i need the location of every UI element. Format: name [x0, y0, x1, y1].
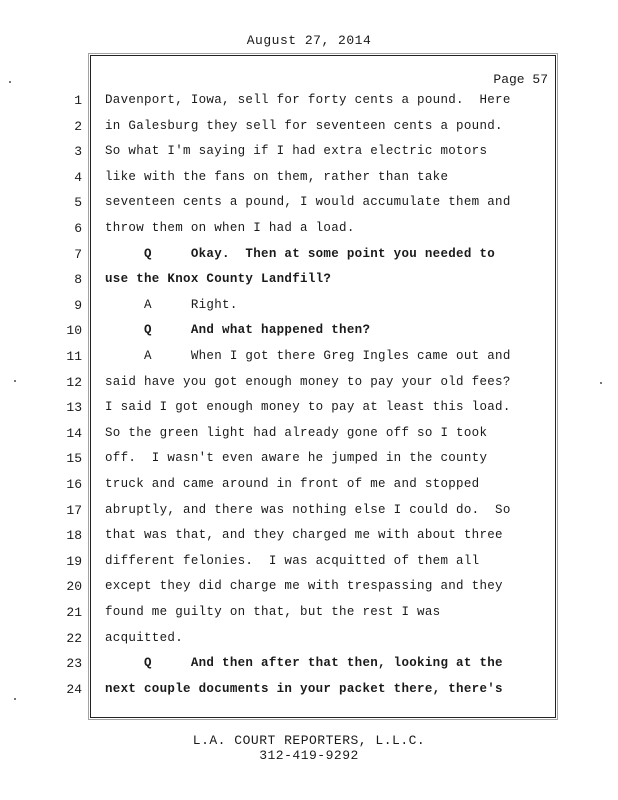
transcript-line: [0, 221, 618, 245]
line-text: seventeen cents a pound, I would accumulate them and: [105, 195, 511, 210]
line-number: 7: [74, 246, 82, 262]
scan-speck: [14, 698, 16, 700]
transcript-line: [0, 503, 618, 527]
line-text: next couple documents in your packet there, there's: [105, 681, 503, 696]
line-number: 12: [66, 374, 82, 390]
scan-speck: [600, 382, 602, 384]
line-number: 8: [74, 272, 82, 288]
transcript-line: [0, 579, 618, 603]
transcript-line: [0, 247, 618, 271]
line-text: Q And then after that then, looking at the: [105, 656, 503, 671]
transcript-line: [0, 682, 618, 706]
line-text: like with the fans on them, rather than take: [105, 169, 449, 184]
line-text: So the green light had already gone off so I took: [105, 425, 488, 440]
line-text: that was that, and they charged me with about three: [105, 528, 503, 543]
line-text: different felonies. I was acquitted of them all: [105, 553, 480, 568]
transcript-line: [0, 323, 618, 347]
scan-speck: [14, 380, 16, 382]
line-text: except they did charge me with trespassing and they: [105, 579, 503, 594]
line-number: 3: [74, 144, 82, 160]
line-number: 13: [66, 400, 82, 416]
line-number: 23: [66, 656, 82, 672]
footer-company: L.A. COURT REPORTERS, L.L.C.: [192, 733, 426, 748]
line-text: Q Okay. Then at some point you needed to: [105, 246, 496, 261]
transcript-line: [0, 400, 618, 424]
transcript-line: [0, 119, 618, 143]
line-number: 4: [74, 169, 82, 185]
line-text: off. I wasn't even aware he jumped in the county: [105, 451, 488, 466]
header-date: August 27, 2014: [246, 33, 372, 48]
footer-phone: 312-419-9292: [259, 748, 359, 763]
line-text: A When I got there Greg Ingles came out and: [105, 349, 511, 363]
scan-speck: [9, 81, 11, 83]
line-text: said have you got enough money to pay your old fees?: [105, 374, 511, 389]
footer: [0, 733, 618, 763]
line-text: throw them on when I had a load.: [105, 221, 355, 235]
transcript-line: [0, 631, 618, 655]
line-number: 6: [74, 221, 82, 236]
line-number: 14: [66, 425, 82, 441]
line-number: 17: [66, 502, 82, 518]
transcript-line: [0, 170, 618, 194]
line-text: truck and came around in front of me and stopped: [105, 477, 480, 491]
line-number: 10: [66, 323, 82, 339]
transcript-line: [0, 349, 618, 373]
line-text: abruptly, and there was nothing else I could do. So: [105, 502, 511, 517]
line-text: So what I'm saying if I had extra electric motors: [105, 144, 488, 159]
line-text: found me guilty on that, but the rest I was: [105, 605, 441, 619]
line-number: 16: [66, 477, 82, 492]
transcript-line: [0, 605, 618, 629]
line-text: Q And what happened then?: [105, 323, 371, 338]
line-number: 19: [66, 553, 82, 569]
line-number: 18: [66, 528, 82, 544]
page-number: Page 57: [493, 72, 548, 87]
transcript-line: [0, 144, 618, 168]
line-text: I said I got enough money to pay at least this load.: [105, 400, 511, 415]
line-text: acquitted.: [105, 630, 184, 645]
line-number: 2: [74, 118, 82, 134]
transcript-line: [0, 554, 618, 578]
line-text: in Galesburg they sell for seventeen cents a pound.: [105, 118, 503, 133]
transcript-line: [0, 272, 618, 296]
line-number: 5: [74, 195, 82, 211]
line-text: A Right.: [105, 297, 238, 312]
line-text: use the Knox County Landfill?: [105, 272, 332, 287]
transcript-line: [0, 298, 618, 322]
transcript-line: [0, 451, 618, 475]
transcript-line: [0, 195, 618, 219]
line-number: 11: [66, 349, 82, 364]
line-number: 15: [66, 451, 82, 467]
transcript-line: [0, 93, 618, 117]
line-number: 24: [66, 681, 82, 697]
transcript-line: [0, 426, 618, 450]
line-number: 22: [66, 630, 82, 646]
transcript-line: [0, 656, 618, 680]
line-text: Davenport, Iowa, sell for forty cents a pound. Here: [105, 93, 511, 107]
line-number: 21: [66, 605, 82, 620]
line-number: 1: [74, 93, 82, 108]
line-number: 9: [74, 297, 82, 313]
transcript-line: [0, 375, 618, 399]
transcript-line: [0, 477, 618, 501]
line-number: 20: [66, 579, 82, 595]
transcript-line: [0, 528, 618, 552]
